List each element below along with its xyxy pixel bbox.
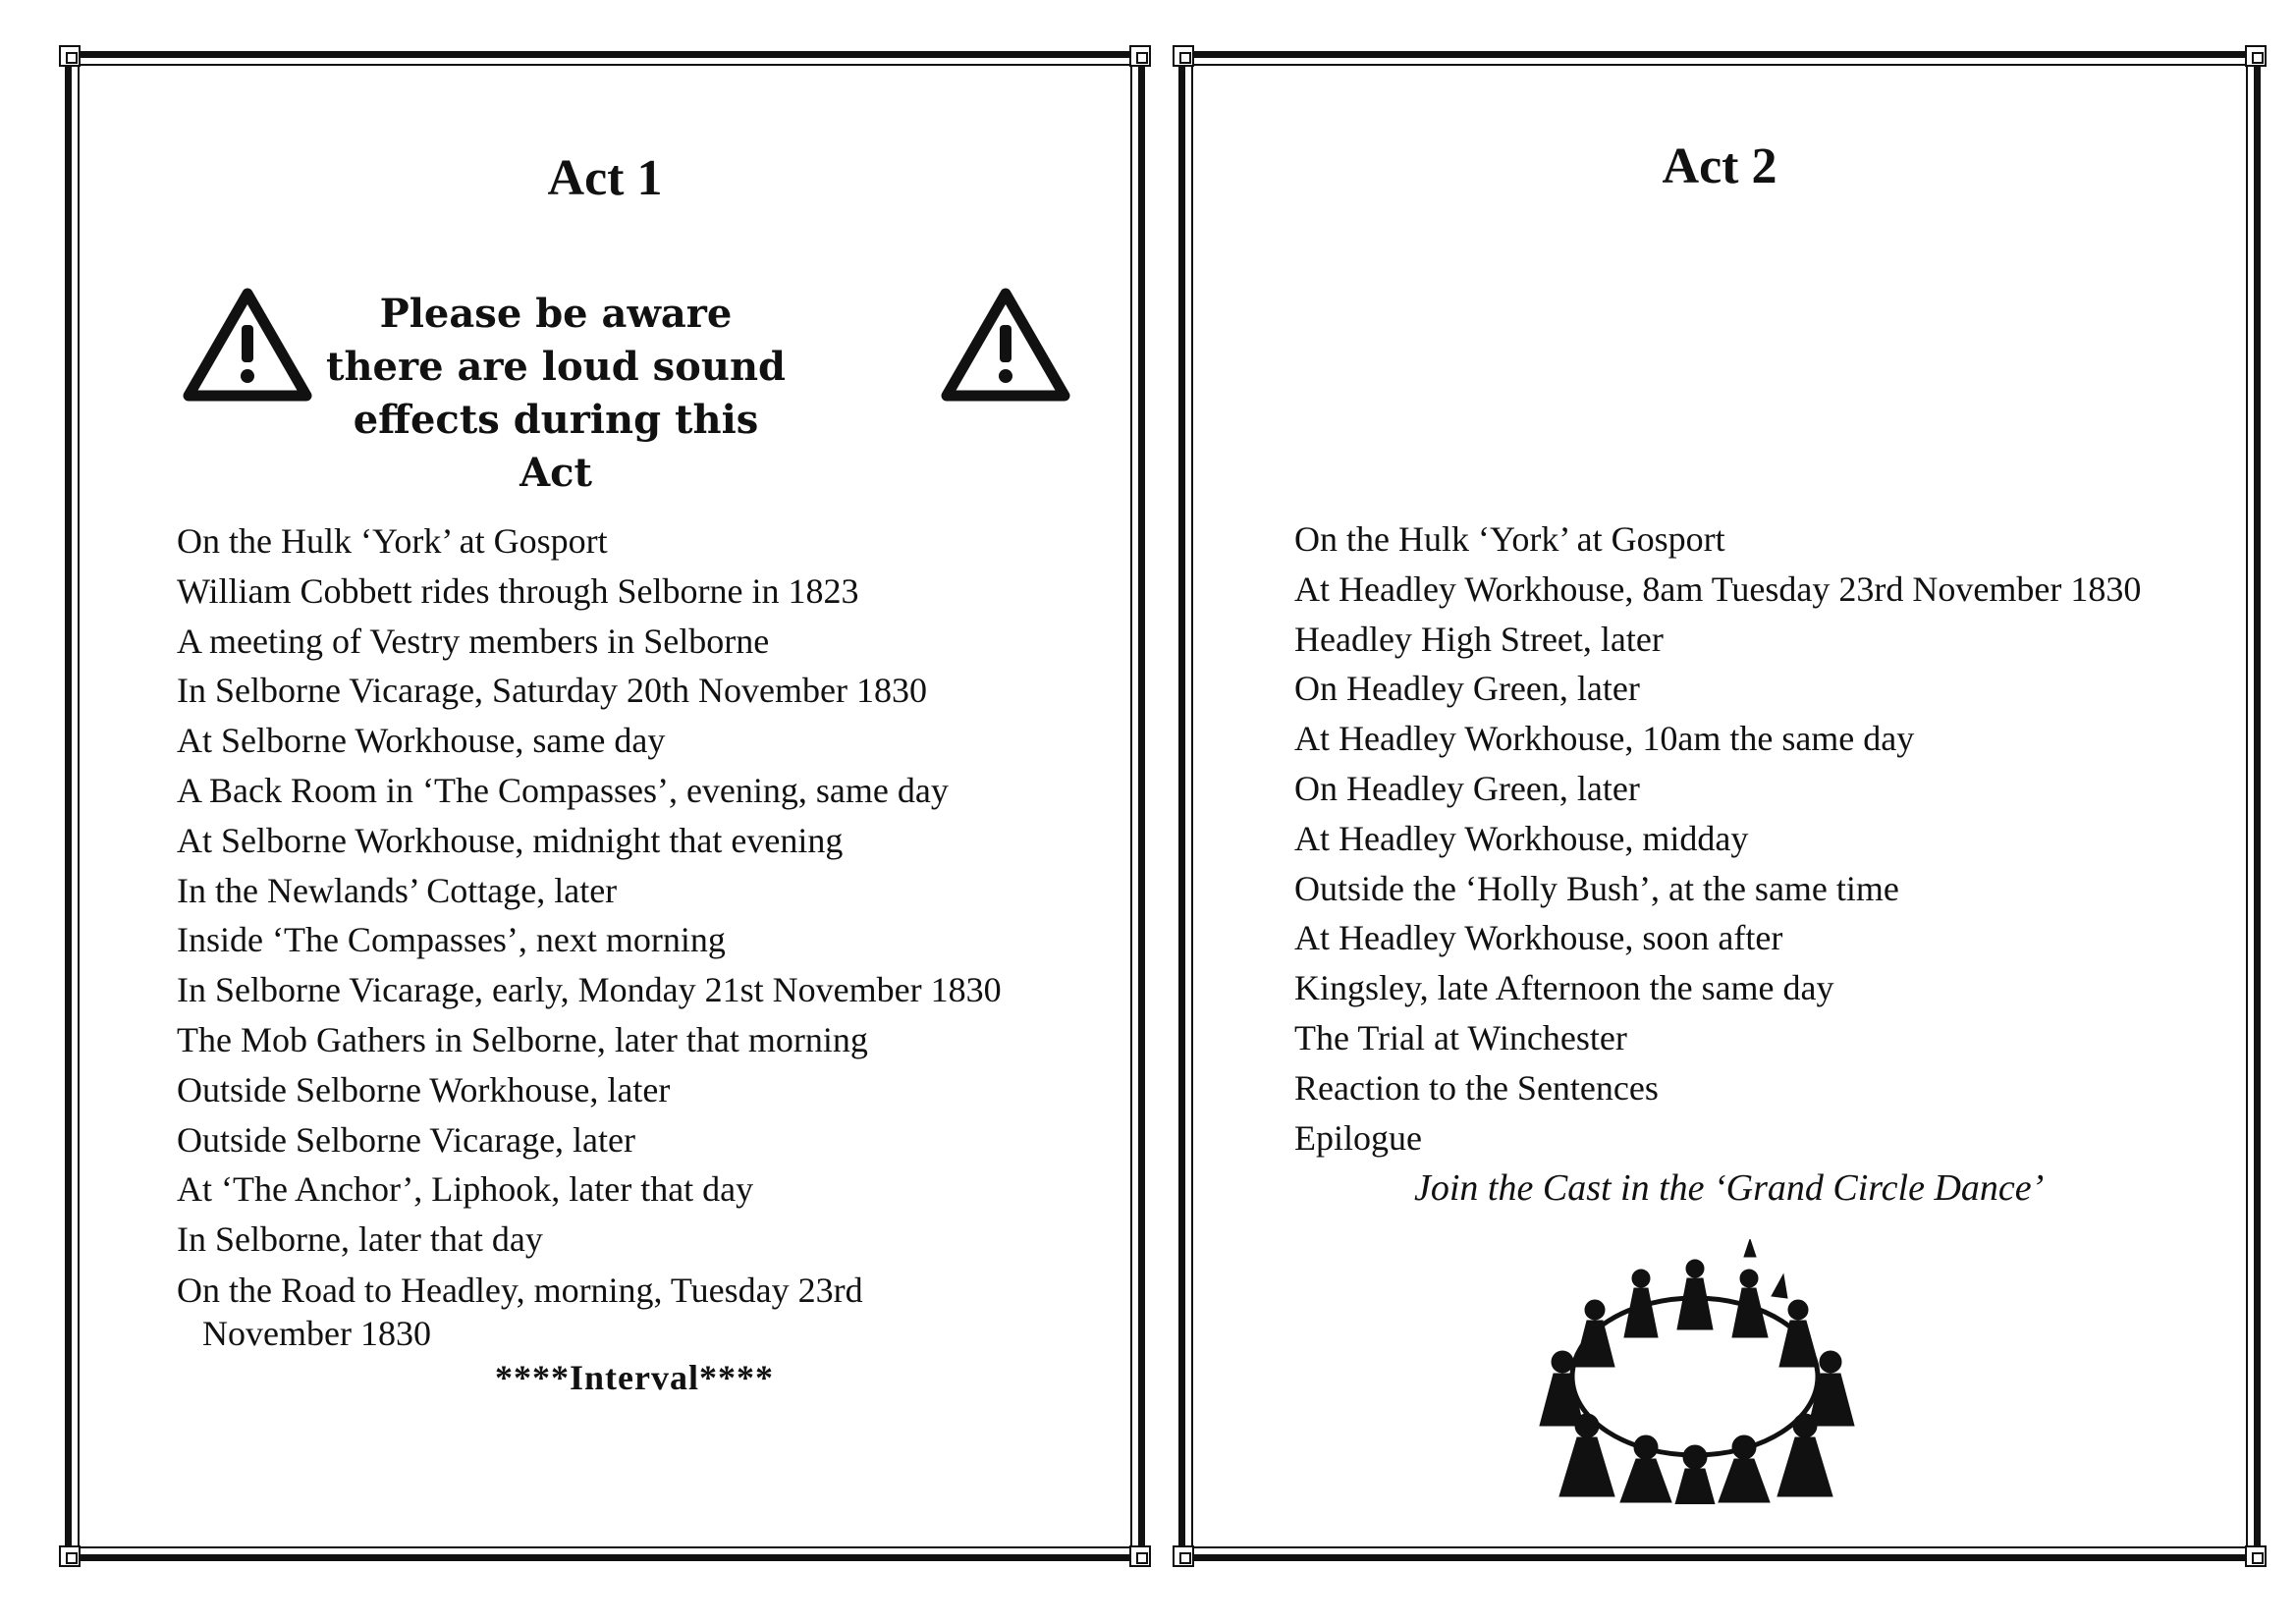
warning-triangle-icon (939, 284, 1072, 406)
corner-ornament (1129, 45, 1151, 67)
warning-triangle-icon (181, 284, 314, 406)
corner-ornament (1129, 1545, 1151, 1567)
scene-item: At Headley Workhouse, 8am Tuesday 23rd November 1830 (1294, 568, 2142, 609)
scene-item: On the Road to Headley, morning, Tuesday 23rd November 1830 (177, 1270, 863, 1353)
scene-item: On the Hulk ‘York’ at Gosport (1294, 519, 1725, 559)
scene-item: On the Hulk ‘York’ at Gosport (177, 521, 608, 561)
circle-dance-silhouette-icon (1518, 1239, 1872, 1504)
scene-item: Outside the ‘Holly Bush’, at the same time (1294, 868, 1899, 908)
corner-ornament (2245, 1545, 2267, 1567)
act1-page (65, 51, 1145, 1561)
scene-item: In Selborne, later that day (177, 1219, 543, 1260)
scene-item: On Headley Green, later (1294, 669, 1640, 709)
act2-title: Act 2 (1662, 138, 1777, 194)
scene-item: Reaction to the Sentences (1294, 1067, 1659, 1108)
corner-ornament (1173, 45, 1194, 67)
interval-marker: ****Interval**** (495, 1358, 774, 1397)
act2-page (1178, 51, 2261, 1561)
scene-item: Epilogue (1294, 1117, 1422, 1158)
scene-item: At Selborne Workhouse, midnight that evening (177, 820, 844, 860)
scene-item: At Headley Workhouse, soon after (1294, 918, 1783, 958)
act1-title: Act 1 (547, 150, 663, 206)
corner-ornament (59, 1545, 81, 1567)
scene-item: The Trial at Winchester (1294, 1017, 1627, 1057)
scene-item: A Back Room in ‘The Compasses’, evening, same day (177, 770, 949, 810)
scene-item: The Mob Gathers in Selborne, later that morning (177, 1019, 868, 1059)
corner-ornament (2245, 45, 2267, 67)
warning-text: Please be aware there are loud sound effects during this Act (325, 291, 786, 496)
act2-scene-list (1294, 514, 2237, 1163)
scene-item: At Headley Workhouse, 10am the same day (1294, 719, 1915, 759)
closing-invitation: Join the Cast in the ‘Grand Circle Dance’ (1414, 1167, 2045, 1209)
scene-item: In the Newlands’ Cottage, later (177, 870, 618, 910)
corner-ornament (1173, 1545, 1194, 1567)
scene-item: At Selborne Workhouse, same day (177, 721, 666, 761)
scene-item: Headley High Street, later (1294, 619, 1664, 659)
scene-item: Kingsley, late Afternoon the same day (1294, 968, 1834, 1008)
act1-scene-list (177, 516, 1120, 1355)
scene-item: In Selborne Vicarage, Saturday 20th November 1830 (177, 671, 927, 711)
scene-item: At ‘The Anchor’, Liphook, later that day (177, 1169, 754, 1210)
scene-item: A meeting of Vestry members in Selborne (177, 621, 770, 661)
scene-item: Outside Selborne Workhouse, later (177, 1069, 671, 1110)
sound-warning (65, 233, 1145, 496)
scene-item: Inside ‘The Compasses’, next morning (177, 920, 726, 960)
scene-item: William Cobbett rides through Selborne in 1823 (177, 570, 859, 611)
scene-item: On Headley Green, later (1294, 768, 1640, 808)
corner-ornament (59, 45, 81, 67)
scene-item: Outside Selborne Vicarage, later (177, 1119, 635, 1160)
scene-item: At Headley Workhouse, midday (1294, 818, 1749, 858)
scene-item: In Selborne Vicarage, early, Monday 21st November 1830 (177, 970, 1002, 1010)
